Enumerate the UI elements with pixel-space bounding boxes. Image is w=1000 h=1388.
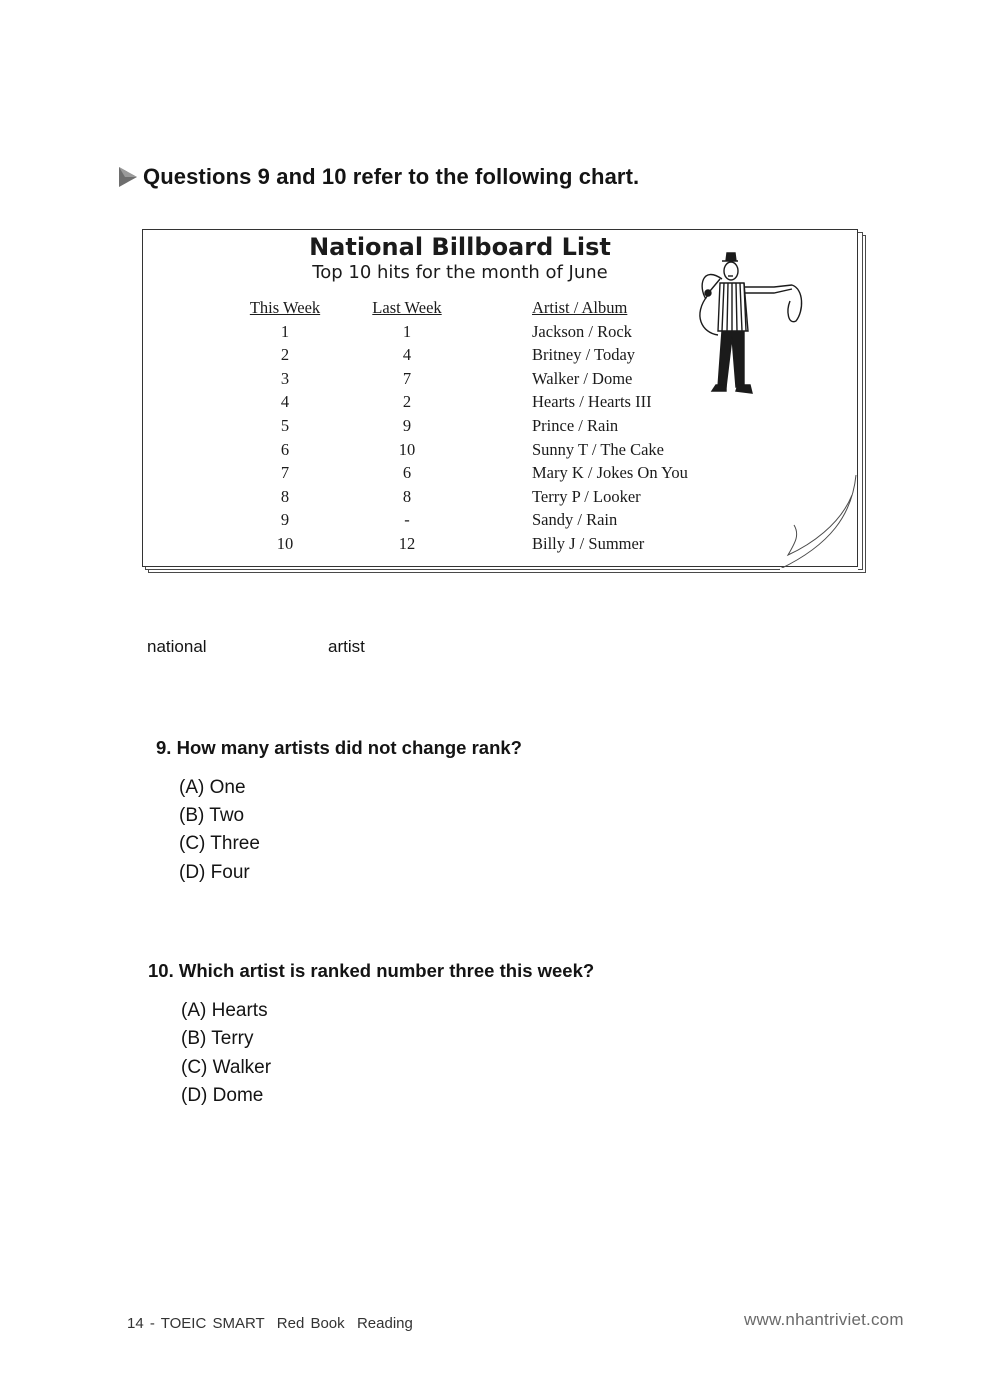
question-10 <box>148 960 594 982</box>
option-9c: (C) Three <box>179 833 260 854</box>
option-10d: (D) Dome <box>181 1085 264 1106</box>
option-9d: (D) Four <box>179 862 250 883</box>
cell-artist: Prince / Rain <box>532 415 619 435</box>
cell-this-week: 2 <box>280 345 290 365</box>
cell-this-week: 9 <box>280 510 290 530</box>
cell-last-week: 6 <box>402 463 412 483</box>
cell-this-week: 10 <box>276 533 294 553</box>
cell-this-week: 3 <box>280 368 290 388</box>
cell-this-week: 1 <box>280 321 290 341</box>
singer-with-microphone-icon <box>692 245 812 405</box>
section-heading <box>117 164 639 190</box>
cell-last-week: 1 <box>402 321 412 341</box>
cell-last-week: 4 <box>402 345 412 365</box>
cell-last-week: 9 <box>402 415 412 435</box>
play-arrow-icon <box>117 166 139 188</box>
cell-this-week: 6 <box>280 439 290 459</box>
question-number: 10. <box>148 960 174 981</box>
cell-artist: Mary K / Jokes On You <box>532 463 688 483</box>
cell-artist: Sunny T / The Cake <box>532 439 664 459</box>
col-artist-album: Artist / Album <box>532 298 628 317</box>
cell-artist: Terry P / Looker <box>532 486 641 506</box>
question-9 <box>156 737 522 759</box>
cell-this-week: 8 <box>280 486 290 506</box>
option-10b: (B) Terry <box>181 1028 254 1049</box>
cell-last-week: 12 <box>398 533 416 553</box>
question-text: How many artists did not change rank? <box>176 737 522 758</box>
cell-artist: Billy J / Summer <box>532 533 645 553</box>
cell-last-week: 7 <box>402 368 412 388</box>
col-last-week: Last Week <box>372 298 442 317</box>
question-text: Which artist is ranked number three this week? <box>178 960 595 981</box>
heading-text: Questions 9 and 10 refer to the following chart. <box>143 164 640 189</box>
billboard-chart <box>140 225 870 577</box>
cell-artist: Britney / Today <box>532 345 636 365</box>
vocab-word-national: national <box>147 637 207 656</box>
cell-this-week: 4 <box>280 392 290 412</box>
option-9b: (B) Two <box>179 805 245 826</box>
cell-artist: Hearts / Hearts III <box>532 392 652 412</box>
cell-last-week: 2 <box>402 392 412 412</box>
chart-title: National Billboard List <box>309 233 611 261</box>
cell-this-week: 7 <box>280 463 290 483</box>
vocab-word-artist: artist <box>328 637 365 656</box>
question-number: 9. <box>156 737 172 758</box>
cell-artist: Jackson / Rock <box>532 321 632 341</box>
option-9a: (A) One <box>179 777 246 798</box>
footer-page-info: 14 - TOEIC SMART Red Book Reading <box>127 1315 413 1332</box>
cell-artist: Sandy / Rain <box>532 510 618 530</box>
cell-last-week: 8 <box>402 486 412 506</box>
cell-last-week: 10 <box>398 439 416 459</box>
option-10a: (A) Hearts <box>181 1000 268 1021</box>
chart-subtitle: Top 10 hits for the month of June <box>312 262 608 283</box>
option-10c: (C) Walker <box>181 1057 272 1078</box>
footer-website: www.nhantriviet.com <box>744 1310 904 1329</box>
cell-this-week: 5 <box>280 415 290 435</box>
cell-artist: Walker / Dome <box>532 368 633 388</box>
col-this-week: This Week <box>249 298 321 317</box>
cell-last-week: - <box>404 510 410 530</box>
